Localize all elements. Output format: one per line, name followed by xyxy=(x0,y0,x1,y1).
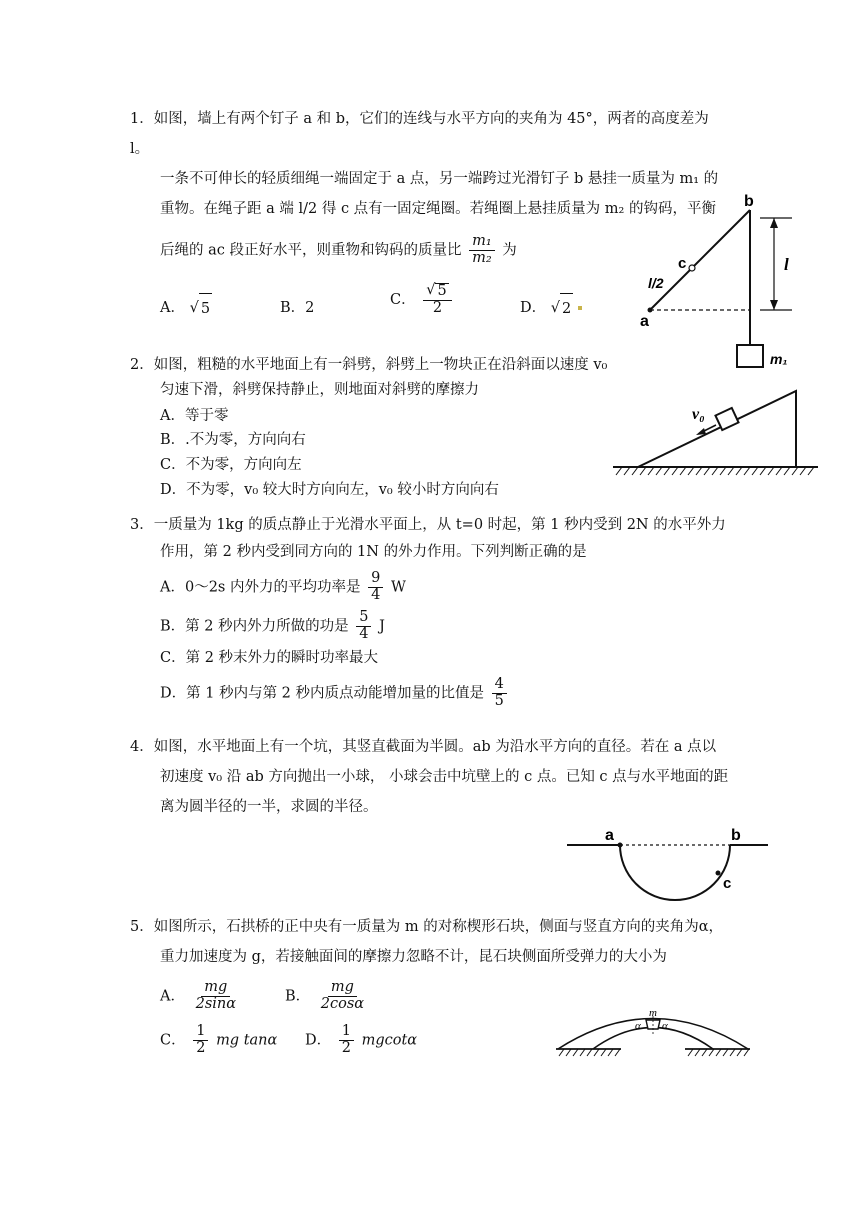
q2-option-d[interactable]: D．不为零，v₀ 较大时方向向左，v₀ 较小时方向向右 xyxy=(160,482,499,498)
q5-option-a[interactable]: A． $\frac{mg}{2\sin\alpha}$ xyxy=(160,979,237,1012)
label-alpha-right: α xyxy=(662,1020,668,1032)
q2-option-c[interactable]: C．不为零，方向向左 xyxy=(160,457,302,473)
q1-line-4a: 后绳的 ac 段正好水平，则重物和钩码的质量比 xyxy=(160,242,462,259)
rope-ab xyxy=(650,210,750,310)
arrow-down-icon xyxy=(770,300,778,310)
arrow-left-icon xyxy=(696,428,706,435)
q1-line-1: 1．如图，墙上有两个钉子 a 和 b，它们的连线与水平方向的夹角为 45°，两者的高度差为 l。 xyxy=(130,111,709,157)
marker-dot xyxy=(578,306,582,310)
arch-inner xyxy=(593,1028,713,1050)
q1-mass-ratio xyxy=(469,234,495,267)
question-2 xyxy=(130,350,650,503)
label-c: c xyxy=(678,255,687,272)
q3-line-1: 3．一质量为 1kg 的质点静止于光滑水平面上，从 t=0 时起，第 1 秒内受到 2N 的水平外力 xyxy=(130,517,726,533)
label-a: a xyxy=(605,827,614,844)
q2-line-1: 2．如图，粗糙的水平地面上有一斜劈，斜劈上一物块正在沿斜面以速度 v₀ xyxy=(130,357,608,373)
nail-a xyxy=(648,308,653,313)
point-c xyxy=(716,871,721,876)
q2-line-2: 匀速下滑，斜劈保持静止，则地面对斜劈的摩擦力 xyxy=(160,382,479,398)
q3-line-2: 作用，第 2 秒内受到同方向的 1N 的外力作用。下列判断正确的是 xyxy=(160,544,587,560)
q4-figure xyxy=(565,818,770,923)
q3-option-a[interactable]: A．0～2s 内外力的平均功率是 $\frac{9}{4}$ W xyxy=(160,570,406,603)
q3-option-b[interactable]: B．第 2 秒内外力所做的功是 $\frac{5}{4}$ J xyxy=(160,608,385,642)
q1-option-b[interactable]: B．2 xyxy=(280,299,315,316)
question-3 xyxy=(130,510,730,710)
question-4 xyxy=(130,732,730,822)
q1-ratio-numerator: m₁ xyxy=(469,234,495,251)
q3-option-d[interactable]: D．第 1 秒内与第 2 秒内质点动能增加量的比值是 $\frac{4}{5}$ xyxy=(130,677,730,710)
sqrt-icon: √ 2 xyxy=(551,293,573,324)
label-l: l xyxy=(784,255,789,274)
label-c: c xyxy=(723,875,732,892)
q2-option-b[interactable]: B．.不为零，方向向右 xyxy=(160,432,306,448)
label-m: m xyxy=(649,1008,657,1019)
q5-option-b[interactable]: B． $\frac{mg}{2\cos\alpha}$ xyxy=(285,979,365,1012)
ring-c xyxy=(689,265,695,271)
arrow-up-icon xyxy=(770,218,778,228)
wedge xyxy=(638,391,796,467)
weight-box xyxy=(737,345,763,367)
q2-figure xyxy=(608,385,823,480)
label-b: b xyxy=(744,193,754,210)
label-a: a xyxy=(640,313,649,330)
q1-line-3: 重物。在绳子距 a 端 l/2 得 c 点有一固定绳圈。若绳圈上悬挂质量为 m₂ 的钩码，平衡 xyxy=(160,201,716,217)
point-a xyxy=(618,843,623,848)
label-b: b xyxy=(731,827,741,844)
q3-option-c[interactable]: C．第 2 秒末外力的瞬时功率最大 xyxy=(160,649,379,666)
sqrt-icon: √ 5 xyxy=(190,293,212,324)
pit-semicircle xyxy=(620,845,730,900)
label-half-l: l/2 xyxy=(648,275,664,291)
q2-option-a[interactable]: A．等于零 xyxy=(160,408,229,424)
q5-option-d[interactable]: D． $\frac{1}{2}$ mgcotα xyxy=(305,1023,418,1056)
label-v0: v₀ xyxy=(692,406,705,423)
q1-option-a[interactable]: A． √ 5 xyxy=(160,293,212,324)
ground-hatch xyxy=(616,467,814,475)
label-m1: m₁ xyxy=(770,351,788,367)
label-alpha-left: α xyxy=(635,1020,641,1032)
q1-option-d[interactable]: D． √ 2 xyxy=(520,293,582,324)
ground-hatch xyxy=(559,1049,749,1056)
q1-ratio-denominator: m₂ xyxy=(472,249,492,266)
block xyxy=(715,408,738,430)
sqrt-icon: √ 5 xyxy=(426,281,447,299)
q1-figure xyxy=(620,190,820,380)
q5-option-c[interactable]: C． $\frac{1}{2}$ mg tanα xyxy=(160,1023,278,1056)
q4-line-3: 离为圆半径的一半，求圆的半径。 xyxy=(160,799,378,815)
q5-line-1: 5．如图所示，石拱桥的正中央有一质量为 m 的对称楔形石块，侧面与竖直方向的夹角为α， xyxy=(130,919,723,935)
q4-line-2: 初速度 v₀ 沿 ab 方向抛出一小球， 小球会击中坑壁上的 c 点。已知 c 点与水平地面的距 xyxy=(160,769,729,785)
q5-line-2: 重力加速度为 g，若接触面间的摩擦力忽略不计，昆石块侧面所受弹力的大小为 xyxy=(160,949,667,965)
q1-line-4b: 为 xyxy=(502,242,517,259)
q4-line-1: 4．如图，水平地面上有一个坑，其竖直截面为半圆。ab 为沿水平方向的直径。若在 a 点以 xyxy=(130,739,717,755)
q1-line-2: 一条不可伸长的轻质细绳一端固定于 a 点，另一端跨过光滑钉子 b 悬挂一质量为 m₁ 的 xyxy=(160,171,719,187)
q5-figure xyxy=(553,1008,753,1060)
q1-option-c[interactable]: C． √ 5 2 xyxy=(390,283,455,317)
